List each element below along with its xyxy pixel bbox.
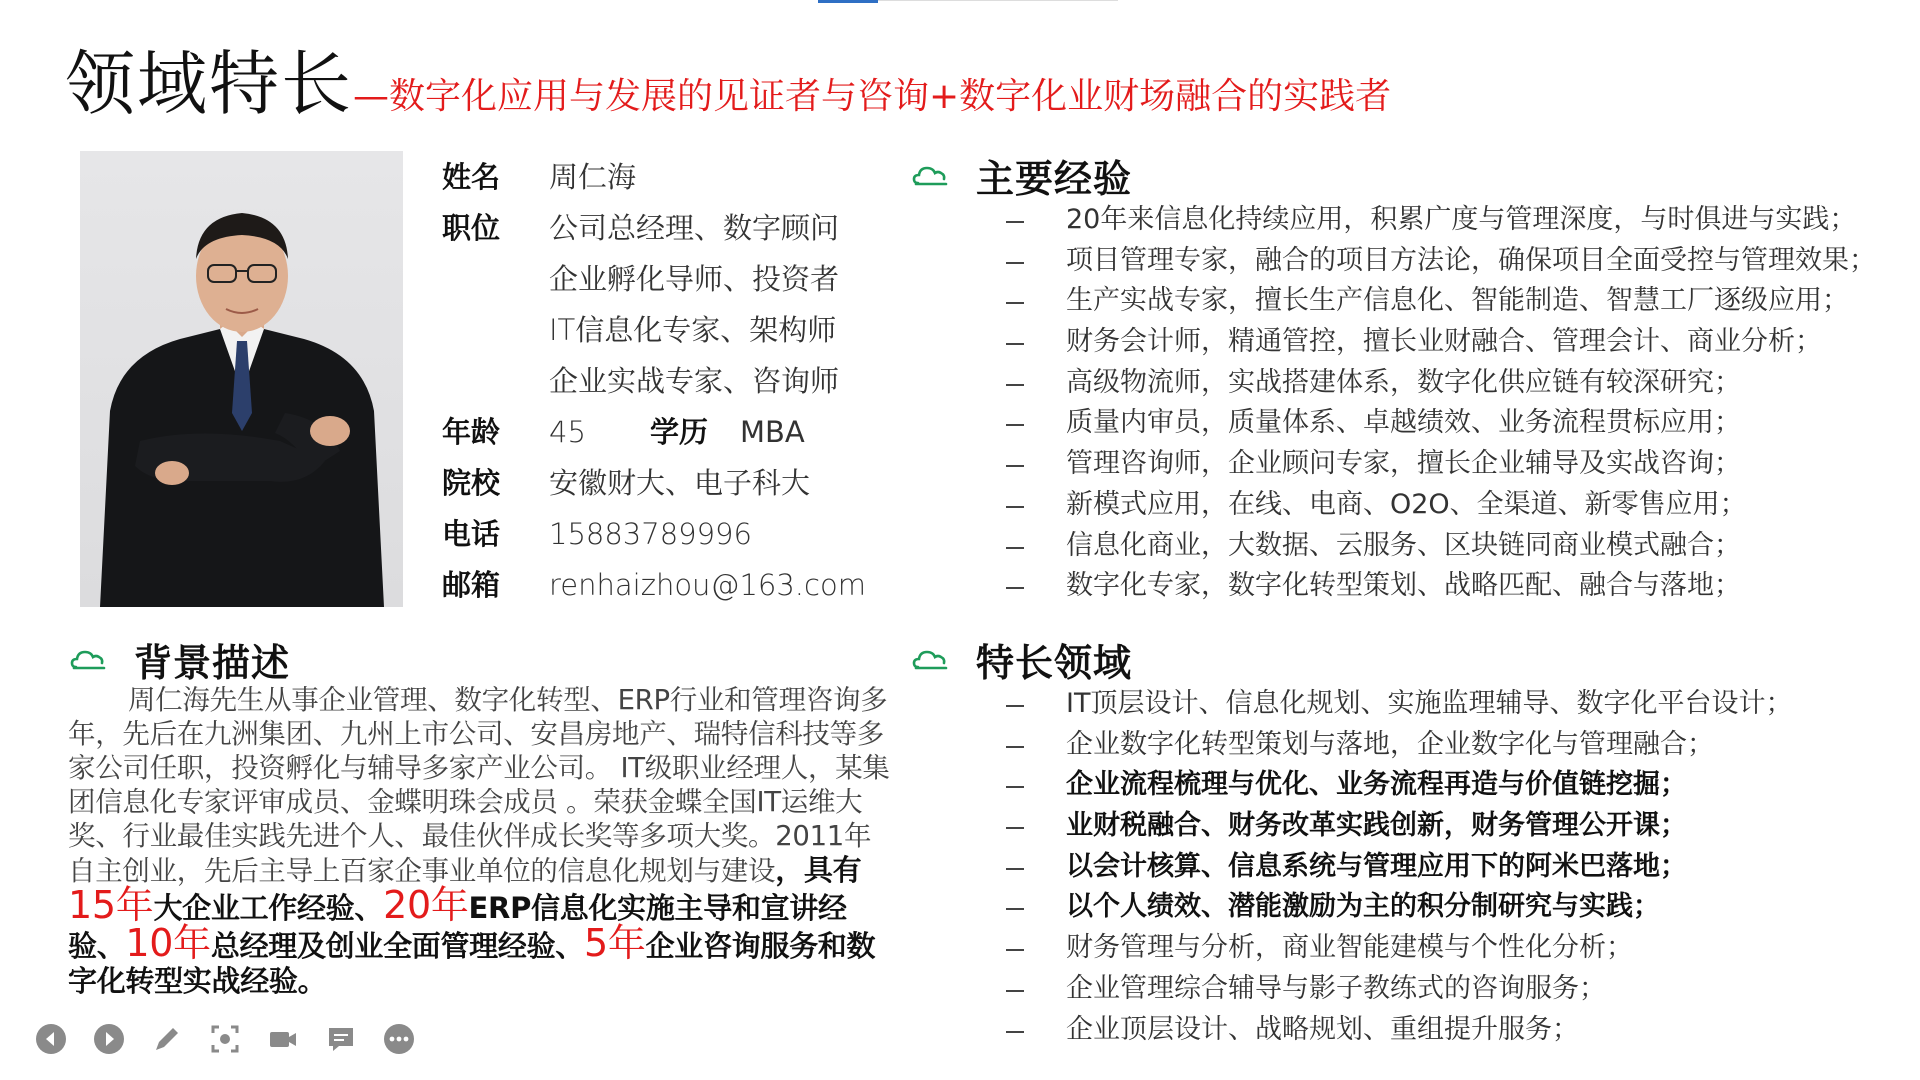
cloud-icon bbox=[912, 164, 948, 188]
dash-bullet bbox=[1006, 908, 1024, 910]
dash-bullet bbox=[1006, 424, 1024, 426]
background-title: 背景描述 bbox=[134, 641, 291, 685]
dash-bullet bbox=[1006, 990, 1024, 992]
title-subtitle: —数字化应用与发展的见证者与咨询+数字化业财场融合的实践者 bbox=[353, 76, 1392, 117]
age-value: 45 bbox=[549, 415, 586, 449]
highlight-number: 20年 bbox=[383, 883, 469, 927]
divider bbox=[878, 0, 1118, 1]
age-label: 年龄 bbox=[442, 415, 501, 449]
experience-item-text: 数字化专家，数字化转型策划、战略匹配、融合与落地； bbox=[1066, 570, 1741, 602]
experience-item-text: 项目管理专家，融合的项目方法论，确保项目全面受控与管理效果； bbox=[1066, 244, 1876, 276]
highlight-number: 10年 bbox=[125, 921, 211, 965]
email-value: renhaizhou@163.com bbox=[549, 568, 866, 602]
specialty-item-text: 以会计核算、信息系统与管理应用下的阿米巴落地； bbox=[1066, 850, 1687, 882]
name-value: 周仁海 bbox=[549, 160, 637, 194]
specialty-item-text: 企业数字化转型策划与落地，企业数字化与管理融合； bbox=[1066, 728, 1714, 760]
dash-bullet bbox=[1006, 302, 1024, 304]
background-text: ERP信息化实施主导和宣讲经验、 bbox=[68, 891, 847, 963]
experience-heading bbox=[912, 148, 1132, 203]
dash-bullet bbox=[1006, 868, 1024, 870]
screenshot-icon bbox=[209, 1023, 241, 1055]
experience-item-text: 新模式应用，在线、电商、O2O、全渠道、新零售应用； bbox=[1066, 488, 1747, 520]
cloud-icon bbox=[70, 648, 106, 672]
dash-bullet bbox=[1006, 221, 1024, 223]
background-text: 大企业工作经验、 bbox=[153, 891, 384, 925]
background-text: 总经理及创业全面管理经验、 bbox=[210, 929, 584, 963]
experience-item-text: 高级物流师，实战搭建体系，数字化供应链有较深研究； bbox=[1066, 366, 1741, 398]
experience-item-text: 信息化商业，大数据、云服务、区块链同商业模式融合； bbox=[1066, 529, 1741, 561]
dash-bullet bbox=[1006, 465, 1024, 467]
background-text: 企业咨询服务和数字化转型实战经验。 bbox=[68, 929, 876, 998]
school-value: 安徽财大、电子科大 bbox=[549, 466, 811, 500]
position-value: 公司总经理、数字顾问 bbox=[549, 211, 840, 245]
specialty-item-text: 以个人绩效、潜能激励为主的积分制研究与实践； bbox=[1066, 891, 1660, 923]
dash-bullet bbox=[1006, 547, 1024, 549]
camera-button[interactable] bbox=[265, 1021, 301, 1057]
specialties-title: 特长领域 bbox=[976, 641, 1133, 685]
pen-button[interactable] bbox=[149, 1021, 185, 1057]
experience-item-text: 生产实战专家，擅长生产信息化、智能制造、智慧工厂逐级应用； bbox=[1066, 285, 1849, 317]
education-value: MBA bbox=[740, 415, 805, 449]
progress-indicator bbox=[818, 0, 878, 3]
presentation-toolbar bbox=[33, 1021, 417, 1057]
dash-bullet bbox=[1006, 705, 1024, 707]
dash-bullet bbox=[1006, 587, 1024, 589]
dash-bullet bbox=[1006, 949, 1024, 951]
position-value: IT信息化专家、架构师 bbox=[549, 313, 837, 347]
comment-button[interactable] bbox=[323, 1021, 359, 1057]
position-value: 企业孵化导师、投资者 bbox=[549, 262, 840, 296]
dash-bullet bbox=[1006, 746, 1024, 748]
highlight-number: 5年 bbox=[583, 921, 646, 965]
background-description bbox=[68, 683, 898, 999]
name-label: 姓名 bbox=[442, 160, 501, 194]
background-text: ，具有 bbox=[775, 853, 862, 887]
phone-value: 15883789996 bbox=[549, 517, 752, 551]
cloud-icon bbox=[912, 648, 948, 672]
dash-bullet bbox=[1006, 262, 1024, 264]
camera-icon bbox=[267, 1023, 299, 1055]
prev-icon bbox=[35, 1023, 67, 1055]
experience-item-text: 管理咨询师，企业顾问专家，擅长企业辅导及实战咨询； bbox=[1066, 448, 1741, 480]
specialty-item-text: 企业管理综合辅导与影子教练式的咨询服务； bbox=[1066, 972, 1606, 1004]
experience-title: 主要经验 bbox=[976, 157, 1133, 201]
title-main: 领域特长 bbox=[65, 43, 353, 125]
dash-bullet bbox=[1006, 384, 1024, 386]
profile-photo bbox=[80, 151, 403, 607]
more-icon bbox=[383, 1023, 415, 1055]
education-label: 学历 bbox=[650, 415, 709, 449]
page-title bbox=[65, 28, 1391, 129]
email-label: 邮箱 bbox=[442, 568, 501, 602]
experience-item-text: 质量内审员，质量体系、卓越绩效、业务流程贯标应用； bbox=[1066, 407, 1741, 439]
specialties-heading bbox=[912, 632, 1132, 687]
background-heading bbox=[70, 632, 290, 687]
specialty-item-text: IT顶层设计、信息化规划、实施监理辅导、数字化平台设计； bbox=[1066, 688, 1793, 719]
specialty-item-text: 业财税融合、财务改革实践创新，财务管理公开课； bbox=[1066, 810, 1687, 842]
position-label: 职位 bbox=[442, 211, 501, 245]
position-value: 企业实战专家、咨询师 bbox=[549, 364, 840, 398]
prev-button[interactable] bbox=[33, 1021, 69, 1057]
dash-bullet bbox=[1006, 343, 1024, 345]
dash-bullet bbox=[1006, 1031, 1024, 1033]
specialty-item-text: 财务管理与分析，商业智能建模与个性化分析； bbox=[1066, 932, 1633, 964]
background-paragraph: 周仁海先生从事企业管理、数字化转型、ERP行业和管理咨询多年，先后在九洲集团、九州上市公司、安昌房地产、瑞特信科技等多家公司任职，投资孵化与辅导多家产业公司。 IT级职业经理人，某集团信息化专家评审成员、金蝶明珠会成员 。荣获金蝶全国IT运维大奖、行业最佳实践先进个人、最佳伙伴成长奖等多项大奖。2011年自主创业，先后主导上百家企事业单位的信息化规划与建设 bbox=[68, 684, 890, 887]
experience-item-text: 20年来信息化持续应用，积累广度与管理深度，与时俱进与实践； bbox=[1066, 204, 1857, 235]
dash-bullet bbox=[1006, 506, 1024, 508]
screenshot-button[interactable] bbox=[207, 1021, 243, 1057]
more-button[interactable] bbox=[381, 1021, 417, 1057]
experience-item-text: 财务会计师，精通管控，擅长业财融合、管理会计、商业分析； bbox=[1066, 326, 1822, 358]
play-icon bbox=[93, 1023, 125, 1055]
phone-label: 电话 bbox=[442, 517, 501, 551]
pen-icon bbox=[151, 1023, 183, 1055]
comment-icon bbox=[325, 1023, 357, 1055]
school-label: 院校 bbox=[442, 466, 501, 500]
play-button[interactable] bbox=[91, 1021, 127, 1057]
highlight-number: 15年 bbox=[68, 883, 154, 927]
dash-bullet bbox=[1006, 786, 1024, 788]
specialty-item-text: 企业顶层设计、战略规划、重组提升服务； bbox=[1066, 1013, 1579, 1045]
dash-bullet bbox=[1006, 827, 1024, 829]
specialty-item-text: 企业流程梳理与优化、业务流程再造与价值链挖掘； bbox=[1066, 769, 1687, 801]
